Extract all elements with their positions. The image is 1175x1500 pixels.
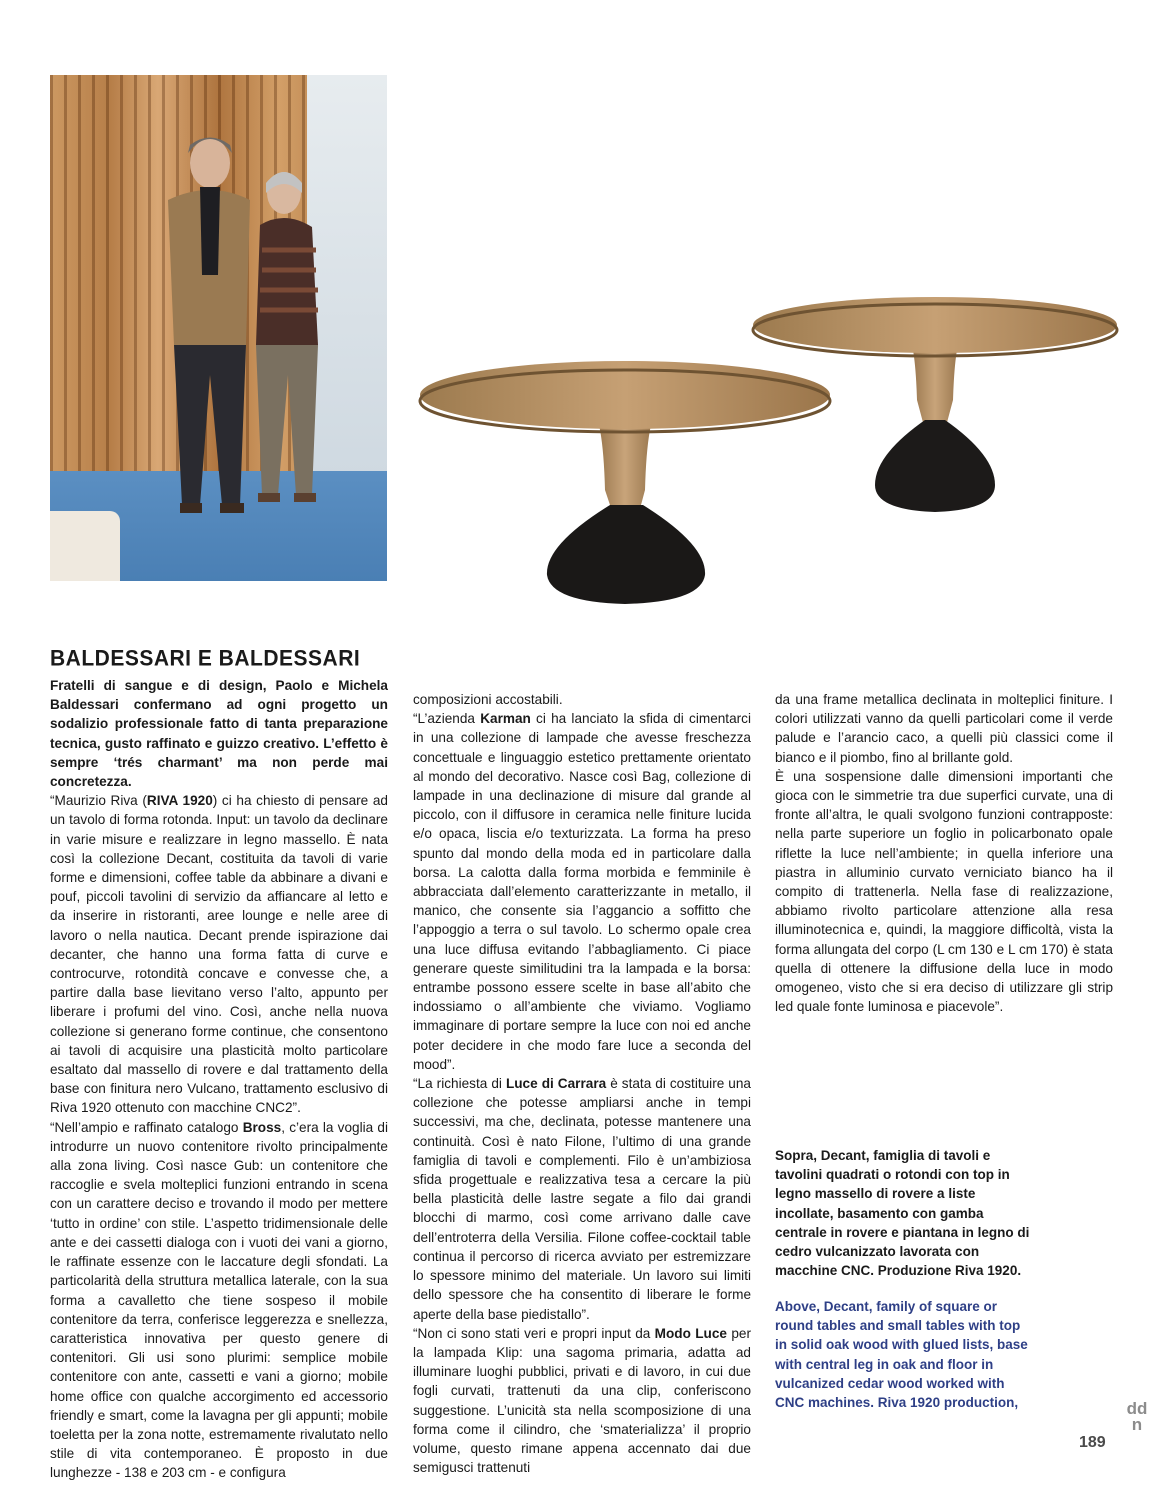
designers-figures [50, 75, 387, 581]
decant-tables-photo [405, 280, 1125, 610]
ddn-logo-icon [1117, 1398, 1157, 1432]
paragraph-riva: “Maurizio Riva (RIVA 1920) ci ha chiesto di pensare ad un tavolo di forma rotonda. Input: un tavolo da declinare in varie misure e realizzare in legno massello. È nata così la collezione Decant, costituita da tavoli di varie forme e dimensioni, coffee table da abbinare a divani e pouf, piccoli tavolini di servizio da affiancare al letto e da inserire in ristoranti, aree lounge e nelle aree di lavoro o nella nautica. Decant prende ispirazione dai decanter, che hanno una forma fatta di curve e controcurve, rotondità concave e convesse che, a partire dalla base lievitano verso l’alto, appunto per liberare i profumi del vino. Così, anche nella nuova collezione si generano forme continue, che consentono ai tavoli di acquisire una plasticità molto particolare esaltato dal massello di rovere e dal trattamento della base con finitura nero Vulcano, trattamento esclusivo di Riva 1920 ottenuto con macchine CNC2”. [50, 793, 388, 1116]
svg-text:n: n [1131, 1415, 1143, 1432]
svg-text:dd: dd [1126, 1399, 1148, 1418]
table-front [420, 361, 830, 604]
paragraph-continuation: composizioni accostabili. [413, 692, 563, 707]
article-heading: BALDESSARI E BALDESSARI [50, 646, 361, 671]
article-column-2 [413, 690, 751, 1477]
photo-caption-italian: Sopra, Decant, famiglia di tavoli e tavolini quadrati o rotondi con top in legno massello di rovere a liste incollate, basamento con gamba centrale in rovere e piantana in legno di cedro vulcanizzato lavorata con macchine CNC. Produzione Riva 1920. [775, 1148, 1030, 1279]
paragraph-luce-di-carrara: “La richiesta di Luce di Carrara è stata di costituire una collezione che potesse ampliarsi anche in tempi successivi, ma che, declinata, potesse mantenere una continuità. Così è nato Filone, l’ultimo di una grande famiglia di tavoli e complementi. Filo è un’ambiziosa sfida progettuale e realizzativa tesa a cercare la più bella plasticità delle lastre segate a filo dai grandi blocchi di marmo, così come arrivano dalle cave dell’entroterra della Versilia. Filone coffee-cocktail table continua il percorso di ricerca avviato per estremizzare lo spessore minimo del materiale. Un lavoro sui limiti dello spessore che ha consentito di liberare le forme aperte della base piedistallo”. [413, 1076, 751, 1322]
designers-portrait-photo [50, 75, 387, 581]
page-number: 189 [1079, 1434, 1106, 1451]
photo-caption-english: Above, Decant, family of square or round tables and small tables with top in solid oak wood with glued lists, base with central leg in oak and floor in vulcanized cedar wood worked with CNC machines. Riva 1920 production, [775, 1299, 1028, 1411]
paragraph-bross: “Nell’ampio e raffinato catalogo Bross, c’era la voglia di introdurre un nuovo contenitore rivolto principalmente alla zona living. Così nasce Gub: un contenitore che raccoglie e svela molteplici funzioni entrando in scena con un carattere deciso e trovando il modo per mettere ‘tutto in ordine’ con stile. L’aspetto tridimensionale delle ante e dei cassetti dialoga con i vuoti dei vani a giorno, le raffinate essenze con le laccature degli sfondati. La particolarità della struttura metallica laterale, con la sua forma a cavalletto che tiene sospeso il mobile contenitore da terra, conferisce leggerezza e snellezza, caratteristica innovativa per questo genere di contenitori. Gli usi sono plurimi: semplice mobile contenitore con ante, cassetti e vani a giorno; mobile home office con qualche accorgimento ed accessorio friendly e smart, come la lavagna per gli appunti; mobile toeletta per la zona notte, estremamente rivalutato nello stile di vita contemporaneo. È proposto in due lunghezze - 138 e 203 cm - e configura [50, 1119, 388, 1481]
article-lead: Fratelli di sangue e di design, Paolo e Michela Baldessari confermano ad ogni progetto un sodalizio professionale fatto di tanta preparazione tecnica, gusto raffinato e guizzo creativo. L’effetto è sempre ‘trés charmant’ ma non perde mai concretezza. [50, 678, 388, 790]
article-column-1 [50, 646, 388, 1483]
paragraph-karman: “L’azienda Karman ci ha lanciato la sfida di cimentarci in una collezione di lampade che avesse freschezza concettuale e linguaggio estetico prettamente orientato al mondo del decorativo. Nasce così Bag, collezione di lampade in una declinazione di misure dal grande al piccolo, con il diffusore in ceramica nelle finiture lucida e/o opaca, liscia e/o texturizzata. La forma ha preso spunto dal mondo della moda ed in particolare dalla borsa. La calotta dalla forma morbida e femminile è abbracciata dall’elemento caratterizzante in metallo, il manico, che consente sia l’aggancio a soffitto che l’appoggio a terra o sul tavolo. Lo schermo opale crea una luce diffusa evitando l’abbagliamento. Ci piace generare queste similitudini tra la lampada e la borsa: entrambe possono essere scelte in base all’abito che indossiamo o all’ambiente che viviamo. Vogliamo immaginare di portare sempre la luce con noi ed anche poter decidere in che modo fare luce a seconda del mood”. [413, 711, 751, 1072]
paragraph-modo-luce: “Non ci sono stati veri e propri input da Modo Luce per la lampada Klip: una sagoma primaria, adatta ad illuminare luoghi pubblici, privati e di lavoro, in cui due fogli curvati, trattenuti da una clip, conferiscono suggestione. L’unicità sta nella scomposizione di una forma come il cilindro, che ‘smaterializza’ il proprio volume, questo rimane appena accennato dai due semigusci trattenuti [413, 1325, 751, 1476]
paragraph-klip-colors: da una frame metallica declinata in molteplici finiture. I colori utilizzati vanno da quelli particolari come il verde palude e l’arancio caco, a quelli più classici come il bianco e il piombo, fino al brillante gold. [775, 692, 1113, 765]
paragraph-suspension: È una sospensione dalle dimensioni importanti che gioca con le simmetrie tra due superfici curvate, una di fronte all’altra, le quali svolgono funzioni contrapposte: nella parte superiore un foglio in policarbonato opale riflette la luce nell’ambiente; in quella inferiore una piastra in alluminio curvato verniciato bianco ha il compito di trattenerla. Nella fase di realizzazione, abbiamo rivolto particolare attenzione alla resa illuminotecnica e, quindi, la maggiore difficoltà, vista la forma allungata del corpo (L cm 130 e L cm 170) è stata quella di ottenere la diffusione della luce in modo omogeneo, visto che si era deciso di utilizzare gli strip led quale fonte luminosa e piacevole”. [775, 768, 1113, 1015]
article-column-3 [775, 690, 1113, 1016]
